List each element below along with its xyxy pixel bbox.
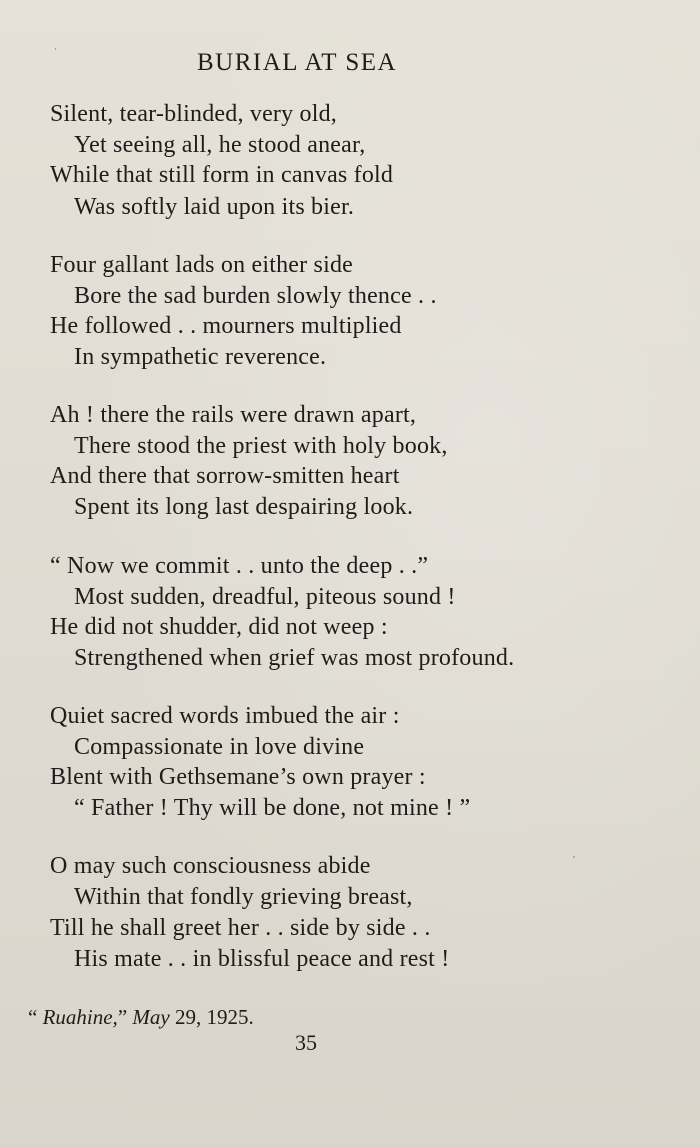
poem-line: Quiet sacred words imbued the air :: [50, 703, 400, 729]
page-number: 35: [295, 1030, 317, 1055]
poem-line: In sympathetic reverence.: [74, 344, 327, 370]
poem-line: He followed . . mourners multiplied: [50, 313, 402, 339]
poem-line: Within that fondly grieving breast,: [74, 884, 413, 910]
poem-line: Most sudden, dreadful, piteous sound !: [74, 584, 456, 610]
poem-line: There stood the priest with holy book,: [74, 433, 448, 459]
poem-line: Blent with Gethsemane’s own prayer :: [50, 764, 426, 790]
poem-line: O may such consciousness abide: [50, 853, 371, 879]
poem-line: Was softly laid upon its bier.: [74, 194, 355, 220]
poem-line: Till he shall greet her . . side by side . .: [50, 915, 431, 941]
footer-ship-name: Ruahine,: [42, 1005, 118, 1029]
poem-line: Spent its long last despairing look.: [74, 494, 414, 520]
footer-month: May: [132, 1005, 170, 1029]
footer-note: [28, 1003, 254, 1031]
paper-speck: [573, 856, 575, 858]
poem-line: His mate . . in blissful peace and rest !: [74, 946, 450, 972]
poem-line: Compassionate in love divine: [74, 734, 365, 760]
poem-line: While that still form in canvas fold: [50, 162, 394, 188]
poem-line: Silent, tear-blinded, very old,: [50, 101, 337, 127]
poem-line: Ah ! there the rails were drawn apart,: [50, 402, 417, 428]
footer-close-quote: ”: [117, 1005, 128, 1029]
poem-line: “ Now we commit . . unto the deep . .”: [50, 553, 429, 579]
poem-line: Yet seeing all, he stood anear,: [74, 132, 366, 158]
footer-date: 29, 1925.: [174, 1005, 254, 1029]
poem-line: He did not shudder, did not weep :: [50, 614, 388, 640]
poem-line: Four gallant lads on either side: [50, 252, 354, 278]
poem-line: And there that sorrow-smitten heart: [50, 463, 400, 489]
footer-open-quote: “: [28, 1005, 38, 1029]
poem-title: BURIAL AT SEA: [197, 49, 398, 76]
poem-line: Strengthened when grief was most profound.: [74, 645, 515, 671]
poem-line: “ Father ! Thy will be done, not mine ! ”: [74, 795, 471, 821]
paper-speck: [55, 48, 56, 50]
poem-line: Bore the sad burden slowly thence . .: [74, 283, 437, 309]
